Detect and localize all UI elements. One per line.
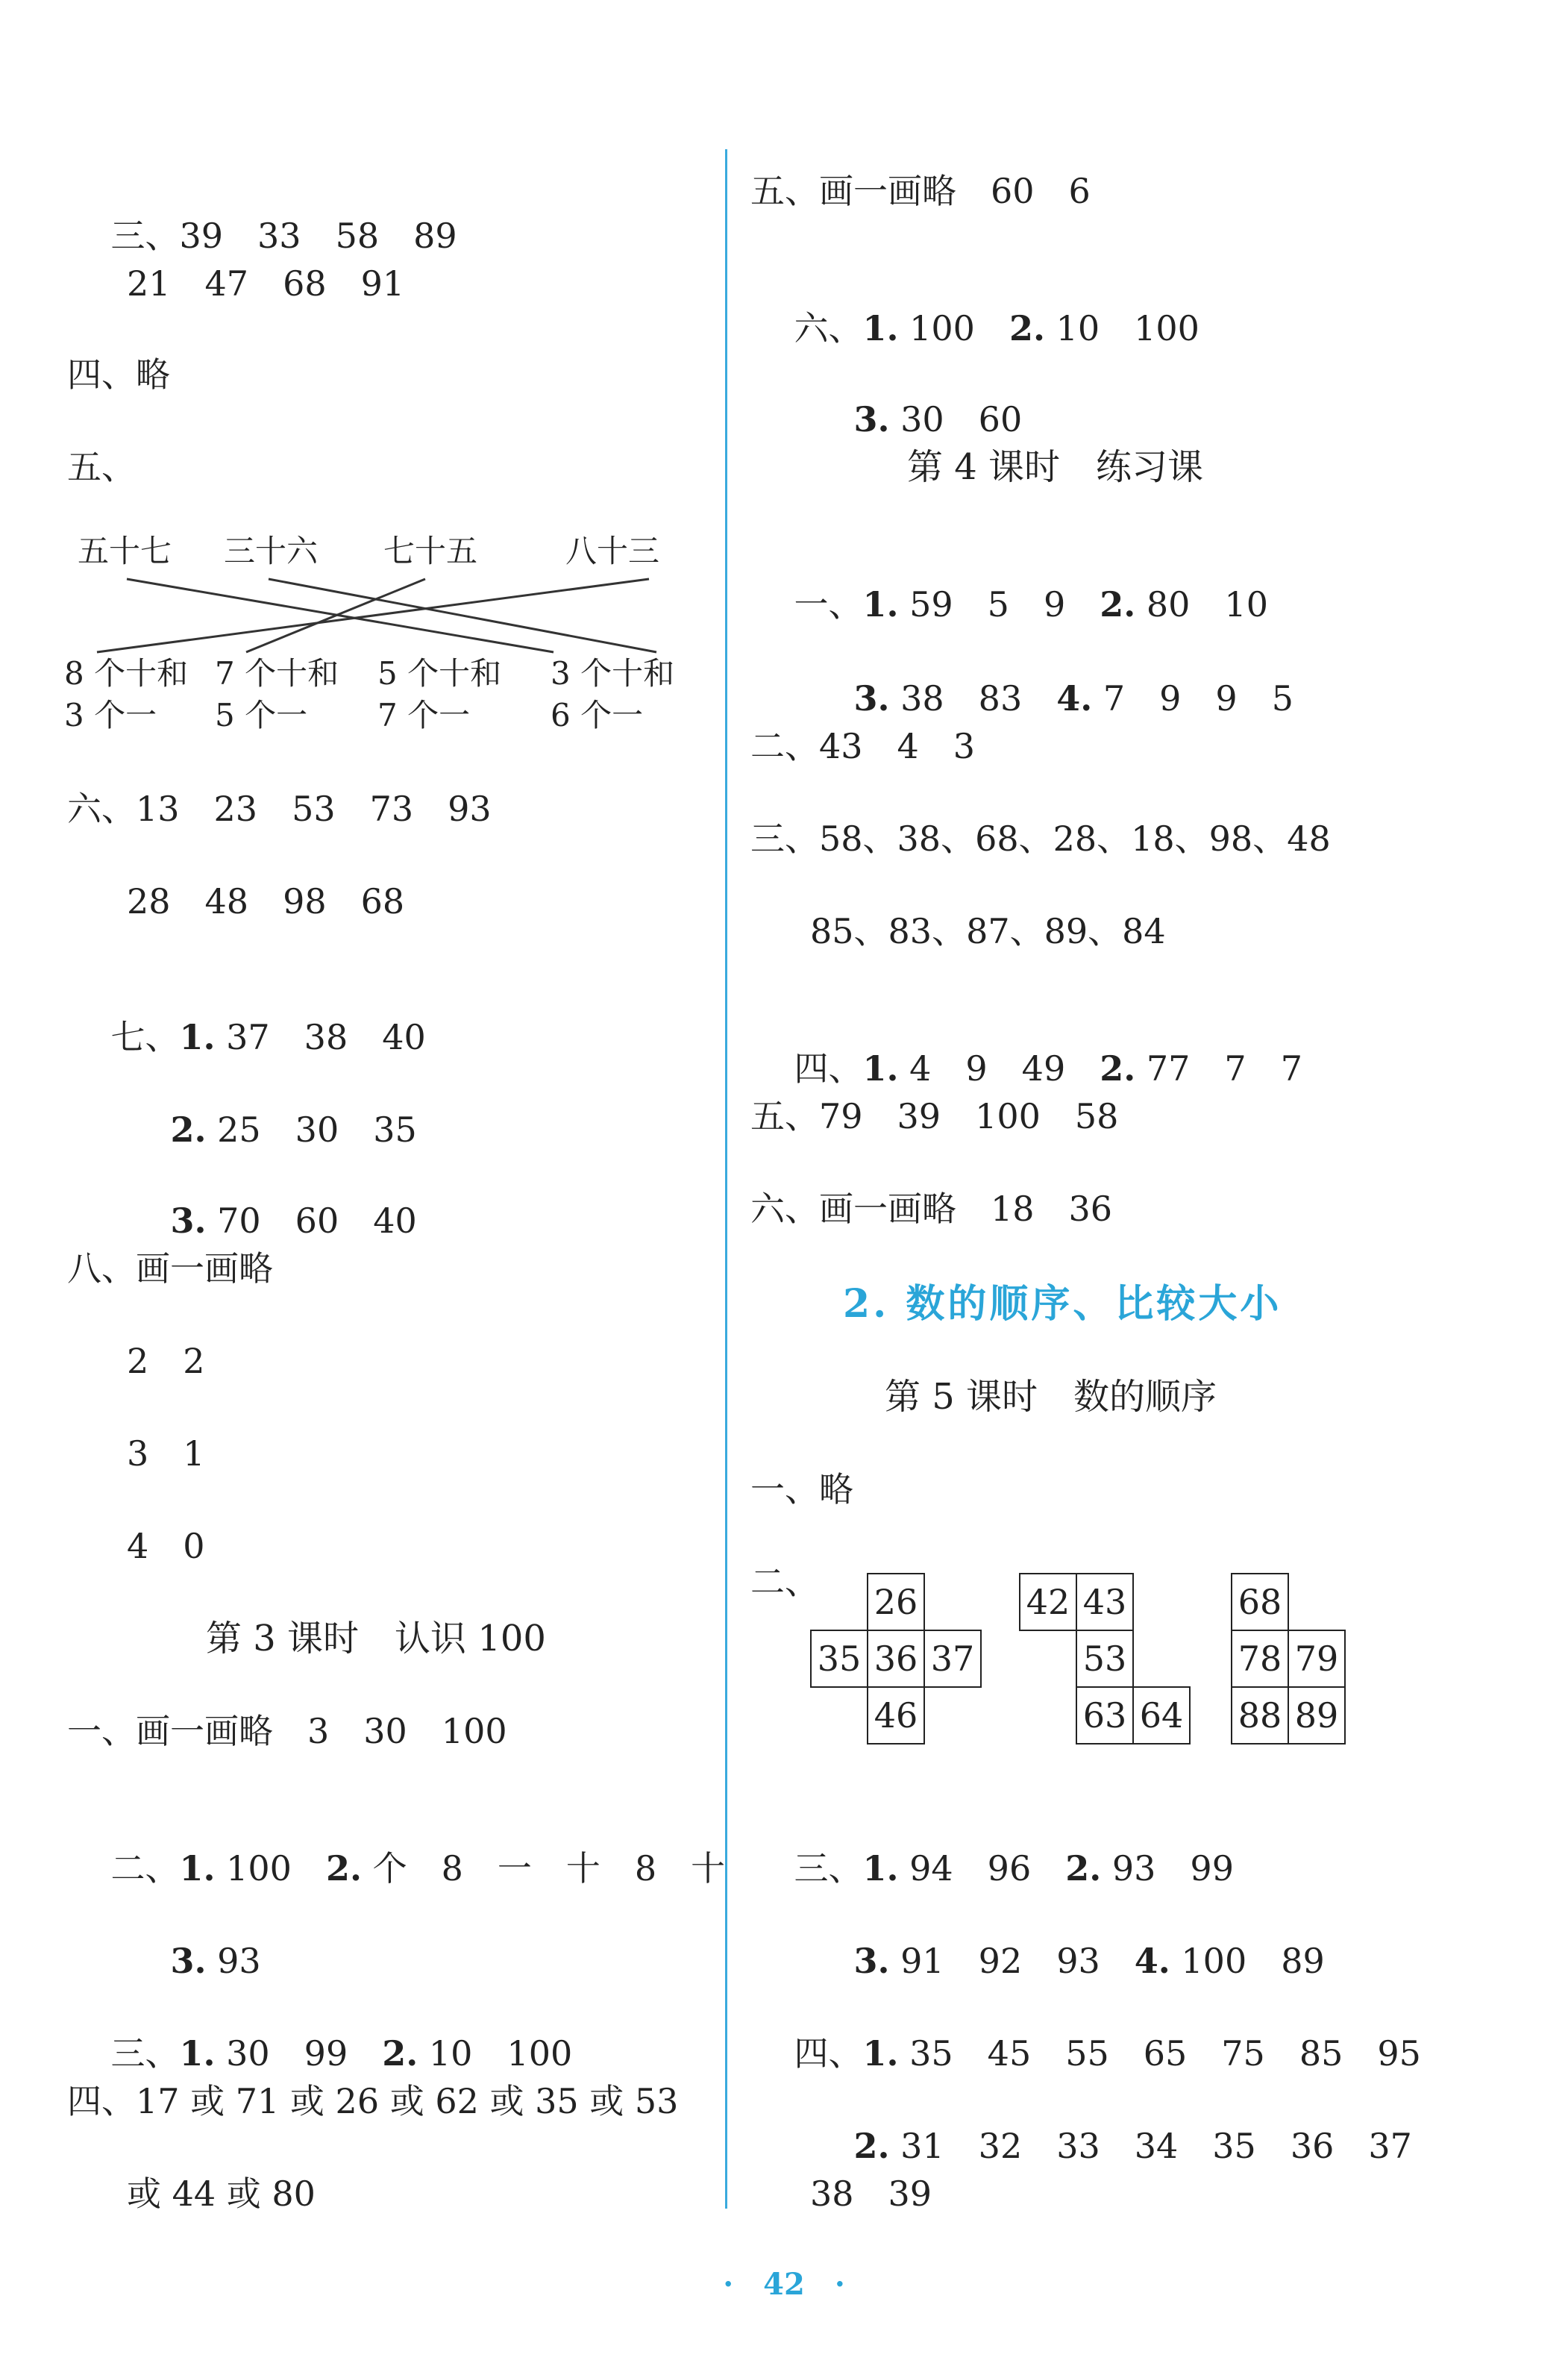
answer-line: 六、13 23 53 73 93 — [67, 789, 492, 829]
match-top-label: 三十六 — [224, 533, 319, 569]
answer-line: 38 39 — [810, 2174, 932, 2214]
grid-cell: 46 — [867, 1686, 925, 1745]
grid-cell: 63 — [1076, 1686, 1134, 1745]
match-connector-lines — [0, 0, 724, 746]
sub-number: 2. — [1100, 1048, 1136, 1089]
answer-line: 五、画一画略 60 6 — [750, 171, 1091, 211]
answer-text: 10 100 — [418, 2033, 573, 2074]
grid-cell: 64 — [1132, 1686, 1191, 1745]
answer-text: 80 10 — [1135, 584, 1268, 625]
match-bottom-label: 5 个一 — [215, 697, 308, 733]
section-title: 2. 数的顺序、比较大小 — [843, 1281, 1282, 1327]
sub-number: 3. — [853, 678, 890, 719]
answer-line: 三、58、38、68、28、18、98、48 — [750, 819, 1331, 859]
item-number: 六、 — [794, 308, 863, 348]
item-number: 三、 — [794, 1848, 863, 1889]
answer-text: 37 38 40 — [215, 1017, 426, 1057]
answer-text: 25 30 35 — [206, 1110, 417, 1150]
sub-number: 1. — [862, 1048, 899, 1089]
answer-text: 30 60 — [889, 399, 1023, 439]
match-top-label: 五十七 — [78, 533, 172, 569]
sub-number: 4. — [1056, 678, 1093, 719]
answer-line: 五、 — [67, 447, 136, 487]
item-number: 三、 — [110, 2033, 180, 2074]
match-bottom-label: 6 个一 — [551, 697, 644, 733]
sub-number: 4. — [1134, 1941, 1170, 1981]
sub-number: 2. — [1009, 308, 1045, 348]
answer-line: 28 48 98 68 — [127, 881, 405, 921]
match-bottom-label: 7 个一 — [377, 697, 471, 733]
answer-text: 31 32 33 34 35 36 37 — [889, 2126, 1412, 2166]
grid-cell: 35 — [810, 1630, 868, 1688]
grid-cell: 88 — [1231, 1686, 1289, 1745]
answer-line: 3 1 — [127, 1433, 205, 1474]
sub-number: 1. — [862, 2033, 899, 2074]
answer-text: 100 — [215, 1848, 326, 1889]
answer-line: 一、略 — [750, 1469, 853, 1509]
sub-number: 2. — [325, 1848, 362, 1889]
grid-cell: 79 — [1288, 1630, 1346, 1688]
match-top-label: 七十五 — [383, 533, 478, 569]
sub-number: 1. — [862, 1848, 899, 1889]
answer-text: 70 60 40 — [206, 1201, 417, 1241]
match-bottom-label: 5 个十和 — [377, 655, 502, 692]
sub-number: 3. — [853, 1941, 890, 1981]
item-number: 一、 — [794, 584, 863, 625]
answer-text: 4 9 49 — [898, 1048, 1100, 1089]
item-number: 三、 — [110, 216, 180, 256]
grid-cell: 42 — [1019, 1573, 1077, 1631]
answer-text: 个 8 一 十 8 十 — [361, 1848, 726, 1889]
match-top-label: 八十三 — [565, 533, 660, 569]
item-number: 四、 — [794, 1048, 863, 1089]
grid-cell: 36 — [867, 1630, 925, 1688]
grid-cell: 53 — [1076, 1630, 1134, 1688]
sub-number: 2. — [1100, 584, 1136, 625]
answer-line: 2 2 — [127, 1341, 205, 1381]
answer-text: 77 7 7 — [1135, 1048, 1302, 1089]
answer-text: 59 5 9 — [898, 584, 1100, 625]
answer-line: 五、79 39 100 58 — [750, 1096, 1119, 1136]
match-bottom-label: 3 个一 — [64, 697, 157, 733]
answer-text: 38 83 — [889, 678, 1057, 719]
sub-number: 1. — [862, 584, 899, 625]
answer-line: 六、画一画略 18 36 — [750, 1189, 1113, 1229]
answer-line: 二、 — [750, 1562, 819, 1602]
grid-cell: 26 — [867, 1573, 925, 1631]
match-bottom-label: 3 个十和 — [551, 655, 675, 692]
answer-line: 四、17 或 71 或 26 或 62 或 35 或 53 — [67, 2081, 679, 2121]
match-bottom-label: 8 个十和 — [64, 655, 189, 692]
sub-number: 2. — [853, 2126, 890, 2166]
lesson-heading: 第 5 课时 数的顺序 — [885, 1376, 1217, 1418]
lesson-heading: 第 4 课时 练习课 — [907, 446, 1204, 488]
sub-number: 1. — [179, 2033, 216, 2074]
column-divider — [725, 149, 727, 2209]
sub-number: 2. — [170, 1110, 207, 1150]
answer-line: 4 0 — [127, 1526, 205, 1566]
match-bottom-label: 7 个十和 — [215, 655, 339, 692]
answer-text: 30 99 — [215, 2033, 383, 2074]
grid-cell: 89 — [1288, 1686, 1346, 1745]
answer-line: 21 47 68 91 — [127, 263, 405, 304]
answer-line: 八、画一画略 — [67, 1248, 273, 1289]
sub-number: 1. — [179, 1017, 216, 1057]
answer-text: 7 9 9 5 — [1092, 678, 1293, 719]
answer-line: 四、略 — [67, 354, 170, 395]
lesson-heading: 第 3 课时 认识 100 — [206, 1618, 546, 1659]
grid-cell: 43 — [1076, 1573, 1134, 1631]
sub-number: 2. — [382, 2033, 418, 2074]
answer-text: 100 — [898, 308, 1009, 348]
answer-text: 93 — [206, 1941, 261, 1981]
answer-text: 35 45 55 65 75 85 95 — [898, 2033, 1421, 2074]
answer-text: 39 33 58 89 — [179, 216, 457, 256]
answer-text: 94 96 — [898, 1848, 1066, 1889]
sub-number: 3. — [170, 1201, 207, 1241]
answer-text: 93 99 — [1101, 1848, 1234, 1889]
grid-cell: 37 — [923, 1630, 982, 1688]
answer-line: 二、43 4 3 — [750, 726, 976, 766]
answer-text: 10 100 — [1044, 308, 1199, 348]
item-number: 七、 — [110, 1017, 180, 1057]
grid-cell: 68 — [1231, 1573, 1289, 1631]
page-number: · 42 · — [723, 2267, 845, 2302]
answer-line: 一、画一画略 3 30 100 — [67, 1711, 507, 1751]
sub-number: 1. — [179, 1848, 216, 1889]
sub-number: 2. — [1065, 1848, 1102, 1889]
answer-line: 85、83、87、89、84 — [810, 911, 1166, 951]
grid-cell: 78 — [1231, 1630, 1289, 1688]
answer-text: 91 92 93 — [889, 1941, 1135, 1981]
item-number: 二、 — [110, 1848, 180, 1889]
answer-text: 100 89 — [1170, 1941, 1325, 1981]
sub-number: 3. — [170, 1941, 207, 1981]
answer-line: 或 44 或 80 — [127, 2174, 316, 2214]
item-number: 四、 — [794, 2033, 863, 2074]
sub-number: 3. — [853, 399, 890, 439]
sub-number: 1. — [862, 308, 899, 348]
